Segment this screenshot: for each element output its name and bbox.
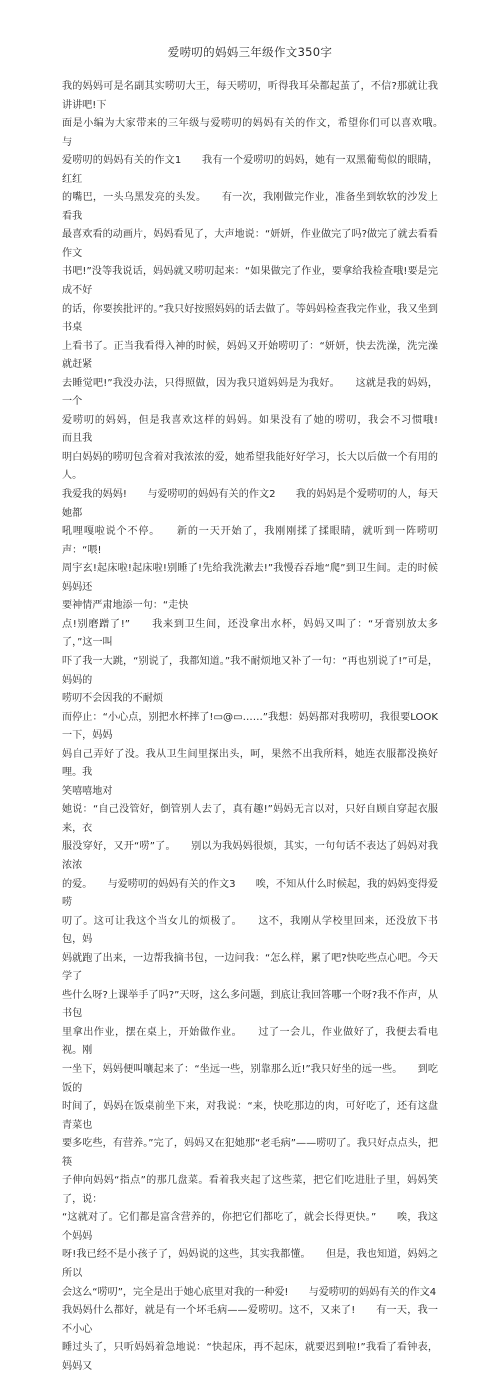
text-line: 时间了，妈妈在饭桌前坐下来，对我说：“来，快吃那边的肉，可好吃了，还有这盘青菜也	[62, 1101, 438, 1131]
text-line: 点!别磨蹭了!” 我来到卫生间，还没拿出水杯，妈妈又叫了：“牙膏别放太多了，”这一叫	[62, 618, 438, 649]
text-line: 叨了。这可让我这个当女儿的烦极了。 这不，我刚从学校里回来，还没放下书包，妈	[62, 915, 438, 946]
text-line: 要多吃些，有营养。”完了，妈妈又在犯她那“老毛病”——唠叨了。我只好点点头，把筷	[62, 1138, 438, 1168]
text-line: 子伸向妈妈“指点”的那几盘菜。看着我夹起了这些菜，把它们吃进肚子里，妈妈笑了，说：	[62, 1175, 438, 1205]
text-line: 的爱。 与爱唠叨的妈妈有关的作文3 唉，不知从什么时候起，我的妈妈变得爱唠	[62, 878, 438, 909]
text-line: 会这么“唠叨”，完全是出于她心底里对我的一种爱! 与爱唠叨的妈妈有关的作文4	[62, 1286, 437, 1298]
text-line: 而停止：“小心点，别把水杯摔了!▭@▭……”我想：妈妈都对我唠叨，我很要LOOK一下，妈妈	[62, 711, 438, 742]
text-line: 妈就跑了出来，一边帮我摘书包，一边问我：“怎么样，累了吧?快吃些点心吧。今天学了	[62, 952, 438, 983]
text-line: “这就对了。它们都是富含营养的，你把它们都吃了，就会长得更快。” 唉，我这个妈妈	[62, 1212, 438, 1242]
text-line: 呀!我已经不是小孩子了，妈妈说的这些，其实我都懂。 但是，我也知道，妈妈之所以	[62, 1249, 438, 1279]
text-line: 些什么呀?上课举手了吗?”天呀，这么多问题，到底让我回答哪一个呀?我不作声，从书包	[62, 989, 438, 1020]
page-title: 爱唠叨的妈妈三年级作文350字	[167, 45, 333, 59]
text-line: 里拿出作业，摆在桌上，开始做作业。 过了一会儿，作业做好了，我便去看电视。刚	[62, 1026, 438, 1057]
text-line: 一坐下，妈妈便叫嚷起来了：“坐远一些，别靠那么近!”我只好坐的远一些。 到吃饭的	[62, 1063, 438, 1094]
text-line: 服没穿好，又开“唠”了。 别以为我妈妈很烦，其实，一句句话不表达了妈妈对我浓浓	[62, 841, 438, 871]
text-line: 最喜欢看的动画片，妈妈看见了，大声地说：“妍妍，作业做完了吗?做完了就去看看作文	[62, 229, 438, 259]
text-line: 要神情严肃地添一句：“走快	[62, 600, 189, 612]
text-line: 明白妈妈的唠叨包含着对我浓浓的爱，她希望我能好好学习，长大以后做一个有用的人。	[62, 451, 438, 482]
text-line: 我的妈妈可是名副其实唠叨大王，每天唠叨，听得我耳朵都起茧了，不信?那就让我讲讲吧!下	[62, 81, 438, 111]
text-line: 上看书了。正当我看得入神的时候，妈妈又开始唠叨了：“妍妍，快去洗澡，洗完澡就赶紧	[62, 340, 438, 371]
text-line: 吓了我一大跳，“别说了，我都知道。”我不耐烦地又补了一句：“再也别说了!”可是，妈妈的	[62, 655, 438, 686]
text-line: 睡过头了，只听妈妈着急地说：“快起床，再不起床，就要迟到啦!”我看了看钟表，妈妈又	[62, 1342, 438, 1372]
text-line: 爱唠叨的妈妈，但是我喜欢这样的妈妈。如果没有了她的唠叨，我会不习惯哦! 而且我	[62, 414, 459, 445]
text-line: 去睡觉吧!”我没办法，只得照做，因为我只道妈妈是为我好。 这就是我的妈妈，一个	[62, 377, 438, 408]
text-line: 面是小编为大家带来的三年级与爱唠叨的妈妈有关的作文，希望你们可以喜欢哦。 与	[62, 118, 459, 148]
text-line: 吼哩嘎啦说个不停。 新的一天开始了，我刚刚揉了揉眼睛，就听到一阵唠叨声：“喂!	[62, 526, 438, 556]
text-line: 她说：“自己没管好，倒管别人去了，真有趣!”妈妈无言以对，只好自顾自穿起衣服来，衣	[62, 804, 438, 834]
article-body	[62, 78, 459, 1376]
text-line: 妈自己弄好了没。我从卫生间里探出头，呵，果然不出我所料，她连衣服都没换好哩。我	[62, 748, 438, 779]
text-line: 书吧!”没等我说话，妈妈就又唠叨起来：“如果做完了作业，要拿给我检查哦!要是完成不好	[62, 266, 438, 297]
text-line: 唠叨不会因我的不耐烦	[62, 693, 163, 705]
text-line: 的嘴巴，一头乌黑发亮的头发。 有一次，我刚做完作业，准备坐到软软的沙发上看我	[62, 192, 438, 222]
text-line: 周宇玄!起床啦!起床啦!别睡了!先给我洗漱去!”我慢吞吞地“爬”到卫生间。走的时候妈妈还	[62, 563, 438, 593]
text-line: 的话，你要挨批评的。”我只好按照妈妈的话去做了。等妈妈检查我完作业，我又坐到书桌	[62, 303, 438, 334]
text-line: 爱唠叨的妈妈有关的作文1 我有一个爱唠叨的妈妈，她有一双黑葡萄似的眼睛，红红	[62, 155, 438, 185]
text-line: 笑嘻嘻地对	[62, 785, 113, 797]
text-line: 我爱我的妈妈! 与爱唠叨的妈妈有关的作文2 我的妈妈是个爱唠叨的人，每天她都	[62, 489, 438, 519]
text-line: 我妈妈什么都好，就是有一个坏毛病——爱唠叨。这不，又来了! 有一天，我一不小心	[62, 1305, 438, 1335]
